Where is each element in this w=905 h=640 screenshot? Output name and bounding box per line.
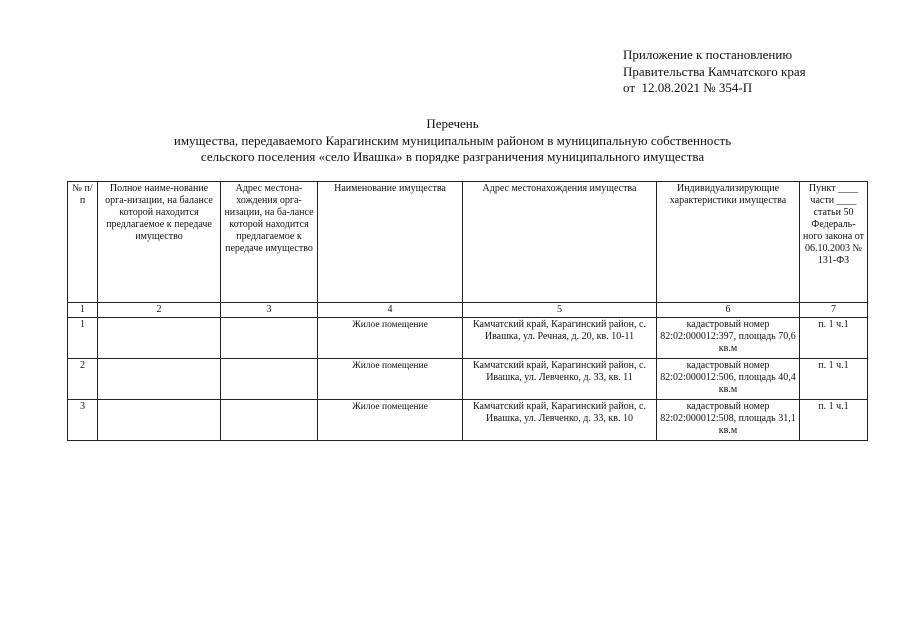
property-name-cell: Жилое помещение [318,359,463,400]
law-point-cell: п. 1 ч.1 [800,400,868,441]
org-address-cell [221,400,318,441]
property-table [67,181,868,441]
header-cell-characteristics: Индивидуализирующие характеристики имущества [657,182,800,303]
appendix-line-3: от 12.08.2021 № 354-П [623,80,753,95]
column-number: 5 [463,303,657,318]
org-name-cell [98,318,221,359]
column-number: 2 [98,303,221,318]
appendix-note [623,47,806,97]
appendix-line-1: Приложение к постановлению [623,47,793,62]
table-row [68,400,868,441]
law-point-cell: п. 1 ч.1 [800,359,868,400]
org-address-cell [221,318,318,359]
row-number: 1 [68,318,98,359]
title-line-2: имущества, передаваемого Карагинским муниципальным районом в муниципальную собственность [173,132,732,148]
property-address-cell: Камчатский край, Карагинский район, с. Ивашка, ул. Речная, д. 20, кв. 10-11 [463,318,657,359]
law-point-cell: п. 1 ч.1 [800,318,868,359]
org-name-cell [98,400,221,441]
column-number-row [68,303,868,318]
table-header-row [68,182,868,303]
org-name-cell [98,359,221,400]
title-line-1: Перечень [426,116,479,131]
column-number: 6 [657,303,800,318]
property-address-cell: Камчатский край, Карагинский район, с. Ивашка, ул. Левченко, д. 33, кв. 11 [463,359,657,400]
header-cell-property-address: Адрес местонахождения имущества [463,182,657,303]
column-number: 7 [800,303,868,318]
column-number: 3 [221,303,318,318]
header-cell-law-point: Пункт ____ части ____ статьи 50 Федераль-ного закона от 06.10.2003 № 131-ФЗ [800,182,868,303]
document-title [60,116,845,166]
header-cell-org-name: Полное наиме-нование орга-низации, на балансе которой находится предлагаемое к передаче имущество [98,182,221,303]
column-number: 1 [68,303,98,318]
title-line-3: сельского поселения «село Ивашка» в порядке разграничения муниципального имущества [200,149,705,164]
characteristics-cell: кадастровый номер 82:02:000012:506, площадь 40,4 кв.м [657,359,800,400]
header-cell-org-address: Адрес местона-хождения орга-низации, на ба-лансе которой находится предлагаемое к передаче имущество [221,182,318,303]
row-number: 3 [68,400,98,441]
header-cell-number: № п/п [68,182,98,303]
appendix-line-2: Правительства Камчатского края [623,63,806,79]
row-number: 2 [68,359,98,400]
characteristics-cell: кадастровый номер 82:02:000012:508, площадь 31,1 кв.м [657,400,800,441]
org-address-cell [221,359,318,400]
property-name-cell: Жилое помещение [318,318,463,359]
characteristics-cell: кадастровый номер 82:02:000012:397, площадь 70,6 кв.м [657,318,800,359]
property-name-cell: Жилое помещение [318,400,463,441]
table-row [68,359,868,400]
table-row [68,318,868,359]
header-cell-property-name: Наименование имущества [318,182,463,303]
property-address-cell: Камчатский край, Карагинский район, с. Ивашка, ул. Левченко, д. 33, кв. 10 [463,400,657,441]
column-number: 4 [318,303,463,318]
